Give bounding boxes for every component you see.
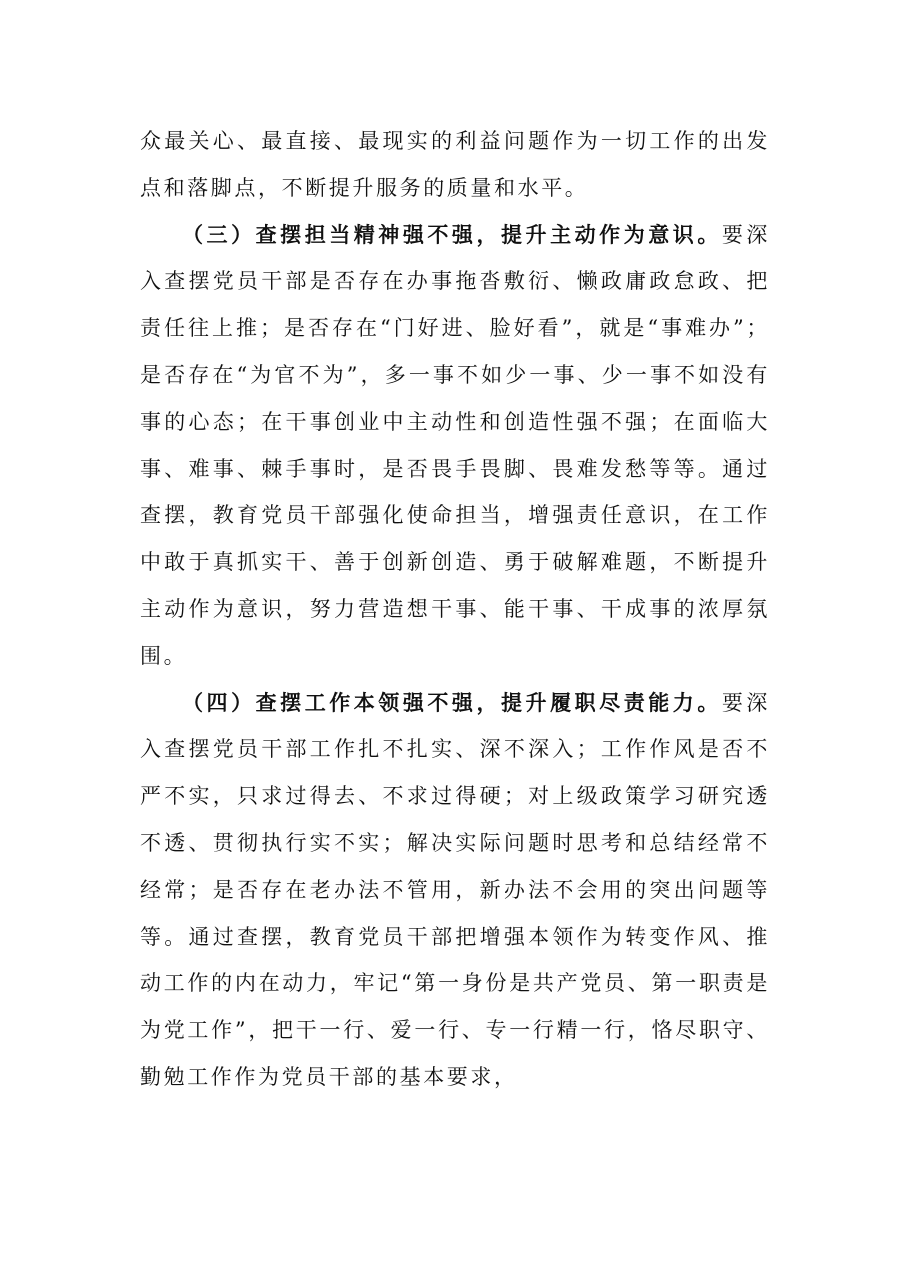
paragraph-body: 要深入查摆党员干部是否存在办事拖沓敷衍、懒政庸政怠政、把责任往上推；是否存在“门好进、脸好看”，就是“事难办”；是否存在“为官不为”，多一事不如少一事、少一事不如没有事的心态；在干事创业中主动性和创造性强不强；在面临大事、难事、棘手事时，是否畏手畏脚、畏难发愁等等。通过查摆，教育党员干部强化使命担当，增强责任意识，在工作中敢于真抓实干、善于创新创造、勇于破解难题，不断提升主动作为意识，努力营造想干事、能干事、干成事的浓厚氛围。 [140,222,770,668]
section-heading: （四）查摆工作本领强不强，提升履职尽责能力。 [182,690,722,715]
section-heading: （三）查摆担当精神强不强，提升主动作为意识。 [182,222,722,247]
document-body [140,118,770,1101]
paragraph-section-3 [140,212,770,680]
paragraph-body: 众最关心、最直接、最现实的利益问题作为一切工作的出发点和落脚点，不断提升服务的质量和水平。 [140,129,770,200]
paragraph-continuation [140,118,770,212]
paragraph-body: 要深入查摆党员干部工作扎不扎实、深不深入；工作作风是否不严不实，只求过得去、不求过得硬；对上级政策学习研究透不透、贯彻执行实不实；解决实际问题时思考和总结经常不经常；是否存在老办法不管用，新办法不会用的突出问题等等。通过查摆，教育党员干部把增强本领作为转变作风、推动工作的内在动力，牢记“第一身份是共产党员、第一职责是为党工作”，把干一行、爱一行、专一行精一行，恪尽职守、勤勉工作作为党员干部的基本要求， [140,690,770,1089]
paragraph-section-4 [140,680,770,1101]
